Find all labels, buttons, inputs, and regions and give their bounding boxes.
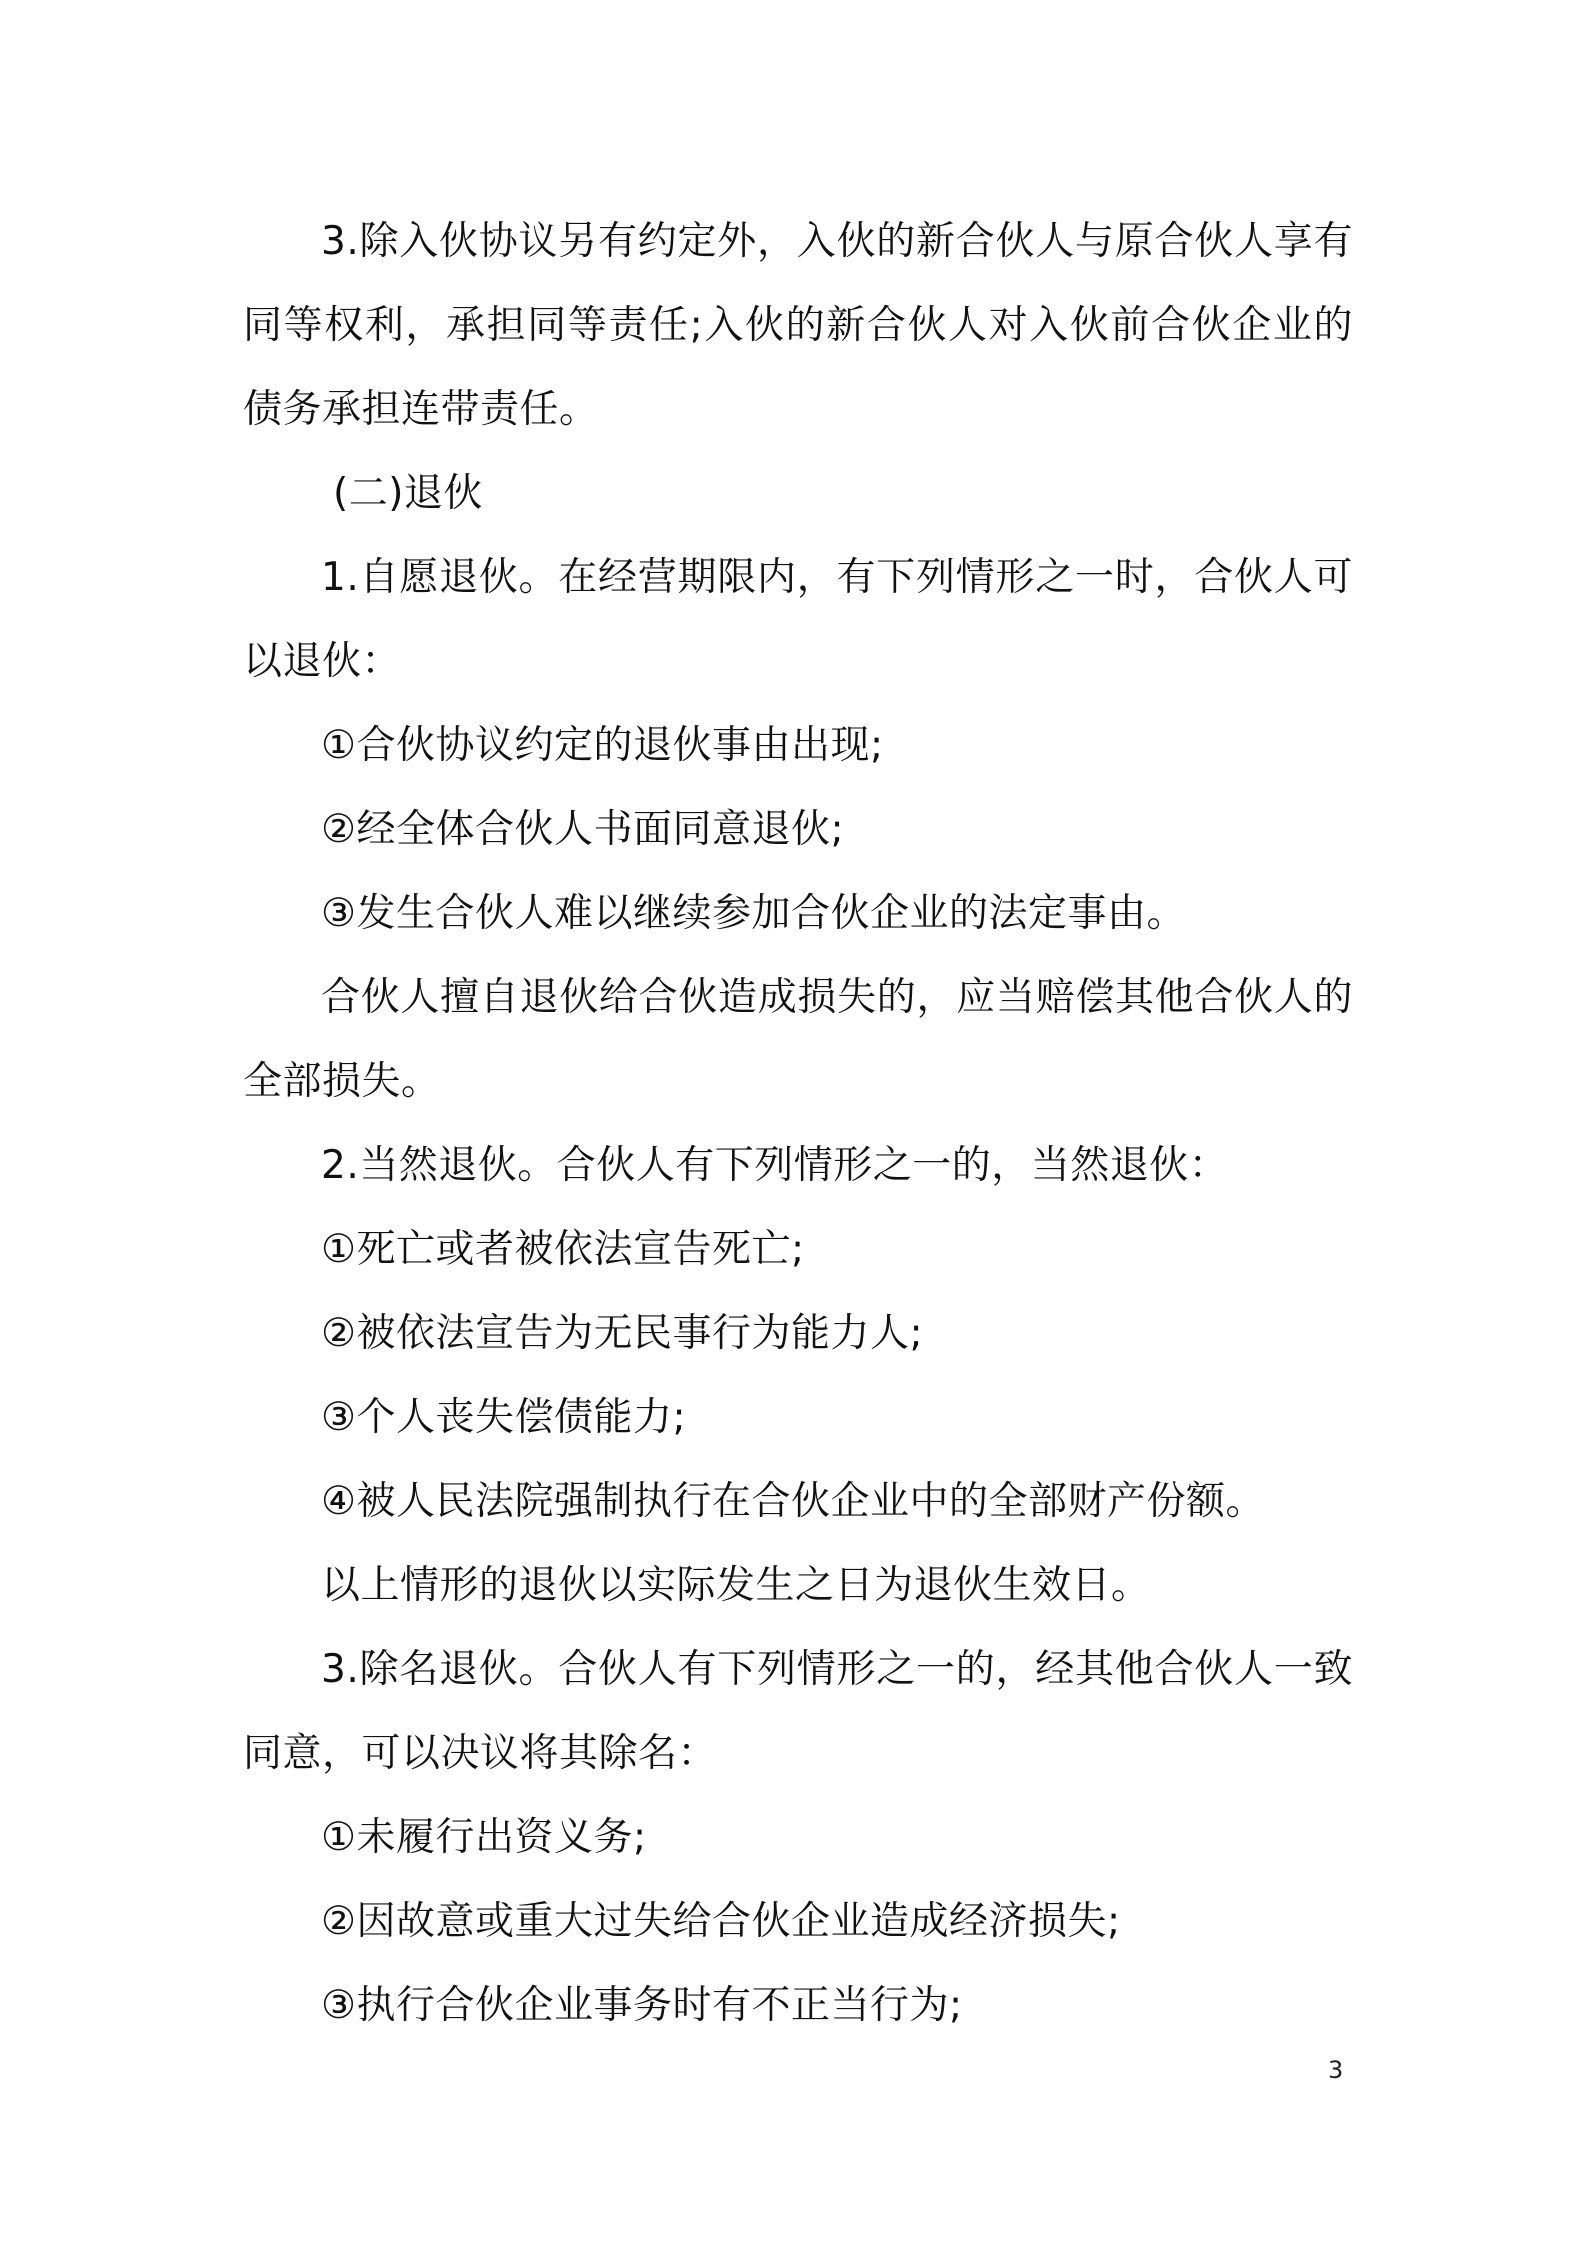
list-item: ②被依法宣告为无民事行为能力人; [321,1311,924,1356]
paragraph-unauthorized-withdrawal: 合伙人擅自退伙给合伙造成损失的，应当赔偿其他合伙人的全部损失。 [243,975,1353,1104]
page-number: 3 [1328,2056,1344,2084]
list-item: ④被人民法院强制执行在合伙企业中的全部财产份额。 [321,1479,1265,1524]
list-item: ②经全体合伙人书面同意退伙; [321,807,845,852]
list-item: ③个人丧失偿债能力; [321,1395,687,1440]
paragraph-automatic-withdrawal: 2.当然退伙。合伙人有下列情形之一的，当然退伙： [321,1143,1229,1188]
paragraph-effective-date: 以上情形的退伙以实际发生之日为退伙生效日。 [321,1563,1151,1608]
paragraph-voluntary-withdrawal: 1.自愿退伙。在经营期限内，有下列情形之一时，合伙人可以退伙： [243,555,1353,684]
list-item: ①合伙协议约定的退伙事由出现; [321,723,884,768]
paragraph-admission-rights: 3.除入伙协议另有约定外，入伙的新合伙人与原合伙人享有同等权利，承担同等责任;入伙的新合伙人对入伙前合伙企业的债务承担连带责任。 [243,219,1353,432]
list-item: ②因故意或重大过失给合伙企业造成经济损失; [321,1899,1121,1944]
paragraph-expulsion: 3.除名退伙。合伙人有下列情形之一的，经其他合伙人一致同意，可以决议将其除名： [243,1647,1353,1776]
section-heading-withdrawal: (二)退伙 [333,471,483,516]
document-body [243,200,1353,2048]
list-item: ③执行合伙企业事务时有不正当行为; [321,1983,963,2028]
list-item: ①未履行出资义务; [321,1815,647,1860]
list-item: ①死亡或者被依法宣告死亡; [321,1227,805,1272]
list-item: ③发生合伙人难以继续参加合伙企业的法定事由。 [321,891,1186,936]
